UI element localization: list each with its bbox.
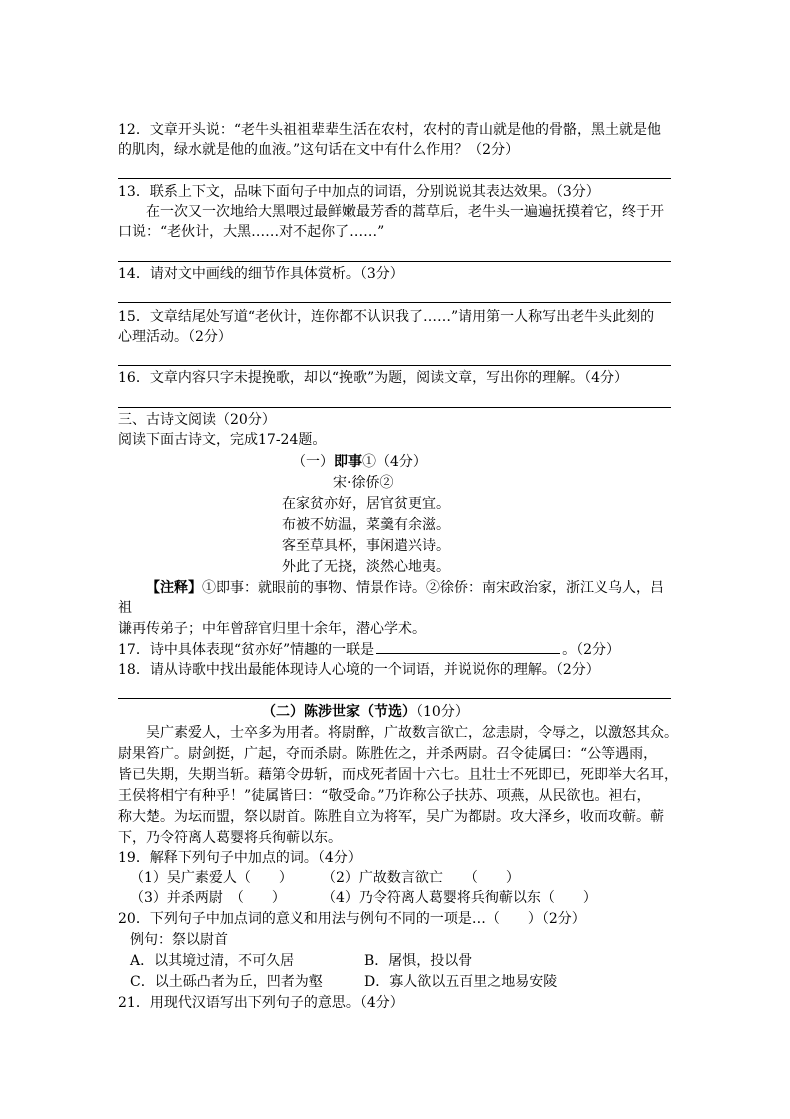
poem-score: ①（4分） [362,454,427,470]
poem-line: 客至草具杯，事闲遣兴诗。 [282,538,450,554]
q20-option-a: A．以其境过清，不可久居 [130,953,295,969]
answer-line-q12 [118,178,671,179]
prose-heading [262,702,469,722]
q17-answer-blank [376,639,560,654]
prose-title: （二）陈涉世家（节选） [262,704,416,720]
q20-stem: 20．下列句子中加点词的意义和用法与例句不同的一项是…（ ）（2分） [118,911,586,927]
q12-line1: 12．文章开头说：“老牛头祖祖辈辈生活在农村，农村的青山就是他的骨骼，黑土就是他 [118,122,661,138]
q19-item-1: （1）吴广素爱人（ ） [130,870,293,886]
prose-line: 吴广素爱人，士卒多为用者。将尉醉，广故数言欲亡，忿恚尉，令辱之，以激怒其众。 [146,725,678,741]
answer-line-q16 [118,407,671,408]
q17-stem: 17．诗中具体表现“贫亦好”情趣的一联是 [118,642,375,658]
q14-line1: 14．请对文中画线的细节作具体赏析。（3分） [118,266,404,282]
poem-part-label: （一） [292,454,334,470]
poem-line: 布被不妨温，菜羹有余滋。 [282,517,450,533]
q15-line2: 心理活动。（2分） [118,329,232,345]
poem-note-text: ①即事：就眼前的事物、情景作诗。②徐侨：南宋政治家，浙江义乌人，吕 [202,580,664,596]
poem-note-line3: 谦再传弟子；中年曾辞官归里十余年，潜心学术。 [118,621,426,637]
q15-line1: 15．文章结尾处写道“老伙计，连你都不认识我了……”请用第一人称写出老牛头此刻的 [118,309,655,325]
q13-line2: 在一次又一次地给大黑喂过最鲜嫩最芳香的蒿草后，老牛头一遍遍抚摸着它，终于开 [146,204,664,220]
poem-line: 外此了无挠，淡然心地夷。 [282,559,450,575]
section3-instruction: 阅读下面古诗文，完成17-24题。 [118,432,327,448]
poem-note-line1 [146,578,664,598]
q20-option-b: B．屠惧，投以骨 [364,953,473,969]
q20-option-c: C．以土砾凸者为丘，凹者为壑 [130,974,323,990]
prose-line: 皆已失期，失期当斩。藉第令毋斩，而戍死者固十六七。且壮士不死即已，死即举大名耳， [118,767,678,783]
answer-line-q18 [118,698,671,699]
section3-heading: 三、古诗文阅读（20分） [118,412,276,428]
prose-score: （10分） [416,704,469,720]
q13-line3: 口说：“老伙计，大黑……对不起你了……” [118,224,385,240]
prose-line: 尉果笞广。尉剑挺，广起，夺而杀尉。陈胜佐之，并杀两尉。召令徒属曰：“公等遇雨， [118,746,658,762]
q18-line1: 18．请从诗歌中找出最能体现诗人心境的一个词语，并说说你的理解。（2分） [118,662,600,678]
answer-line-q14 [118,302,671,303]
q19-item-2: （2）广故数言欲亡 （ ） [322,870,520,886]
q16-line1: 16．文章内容只字未提挽歌，却以“挽歌”为题，阅读文章，写出你的理解。（4分） [118,370,629,386]
poem-author: 宋·徐侨② [333,475,394,491]
q17-score: 。（2分） [562,642,621,658]
answer-line-q13 [118,261,671,262]
q13-line1: 13．联系上下文，品味下面句子中加点的词语，分别说说其表达效果。（3分） [118,184,600,200]
q19-item-3: （3）并杀两尉 （ ） [130,890,286,906]
q12-line2: 的肌肉，绿水就是他的血液。”这句话在文中有什么作用？（2分） [118,142,520,158]
poem-title: 即事 [334,454,362,470]
answer-line-q15 [118,365,671,366]
poem-note-label: 【注释】 [146,580,202,596]
q19-item-4: （4）乃令符离人葛婴将兵徇蕲以东（ ） [322,890,597,906]
prose-line: 下，乃令符离人葛婴将兵徇蕲以东。 [118,830,342,846]
q17-line [118,639,620,660]
q20-option-d: D．寡人欲以五百里之地易安陵 [364,974,558,990]
q21-stem: 21．用现代汉语写出下列句子的意思。（4分） [118,995,404,1011]
q19-stem: 19．解释下列句子中加点的词。（4分） [118,850,362,866]
poem-heading [292,452,427,472]
poem-note-line2: 祖 [118,600,132,616]
prose-line: 称大楚。为坛而盟，祭以尉首。陈胜自立为将军，吴广为都尉。攻大泽乡，收而攻蕲。蕲 [118,809,664,825]
q20-example: 例句：祭以尉首 [130,932,228,948]
prose-line: 王侯将相宁有种乎！”徒属皆曰：“敬受命。”乃诈称公子扶苏、项燕，从民欲也。袒右， [118,788,651,804]
poem-line: 在家贫亦好，居官贫更宜。 [282,496,450,512]
